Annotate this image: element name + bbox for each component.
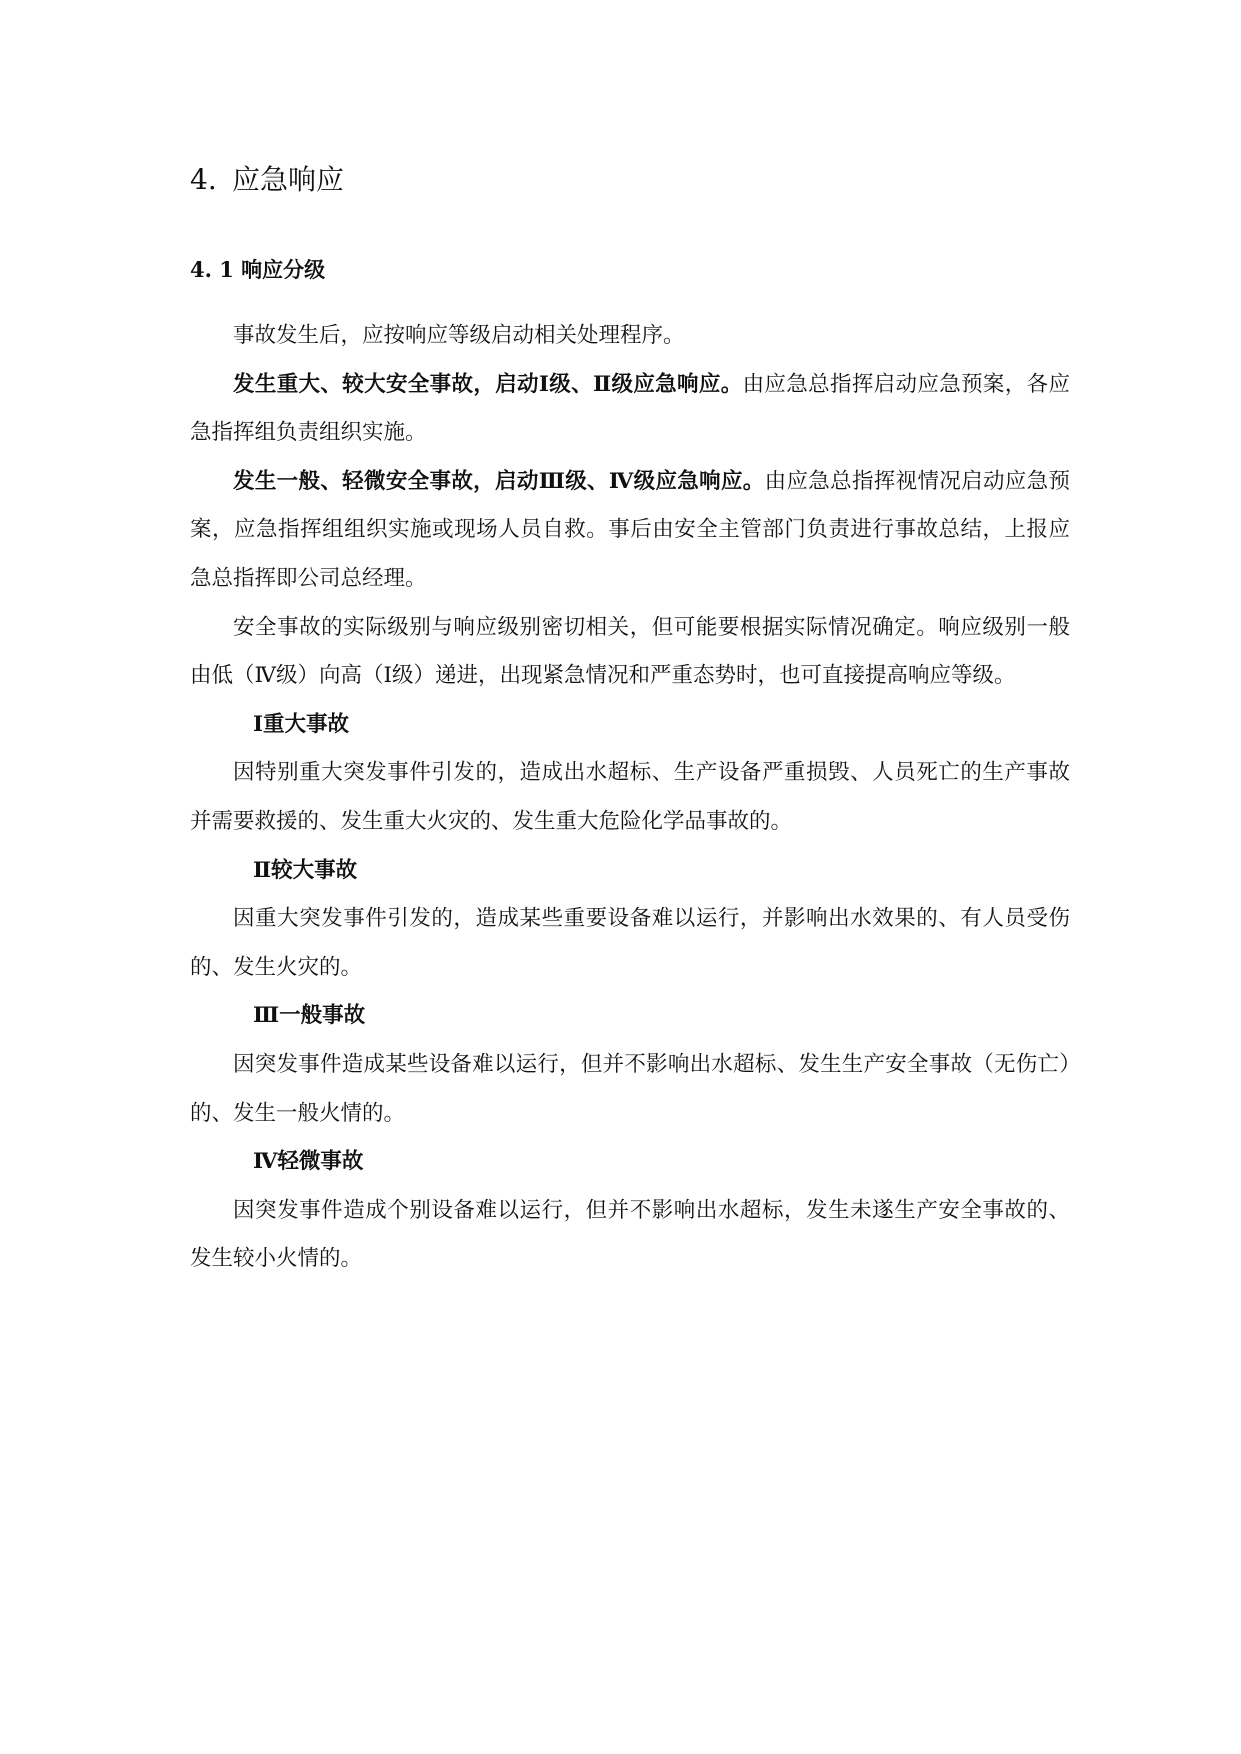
level-1-title: Ⅰ重大事故: [253, 711, 350, 737]
minor-response-emphasis: 发生一般、轻微安全事故，启动Ⅲ级、Ⅳ级应急响应。: [233, 468, 765, 494]
level-4-description: 因突发事件造成个别设备难以运行，但并不影响出水超标，发生未遂生产安全事故的、发生较小火情的。: [190, 1197, 1070, 1272]
level-3-description: 因突发事件造成某些设备难以运行，但并不影响出水超标、发生生产安全事故（无伤亡）的、发生一般火情的。: [190, 1051, 1070, 1126]
major-response-text: 由应急总指挥启动应急预案，各应急指挥组负责组织实施。: [190, 371, 1070, 446]
level-2-title: Ⅱ较大事故: [253, 857, 358, 883]
major-response-emphasis: 发生重大、较大安全事故，启动Ⅰ级、Ⅱ级应急响应。: [233, 371, 743, 397]
section-body: [190, 312, 1070, 1284]
subsection-heading: 4. 1 响应分级: [190, 257, 326, 282]
paragraph-intro: 事故发生后，应按响应等级启动相关处理程序。: [233, 323, 685, 348]
level-4-title: Ⅳ轻微事故: [253, 1149, 364, 1175]
section-heading: [190, 160, 344, 200]
level-1-description: 因特别重大突发事件引发的，造成出水超标、生产设备严重损毁、人员死亡的生产事故并需要救援的、发生重大火灾的、发生重大危险化学品事故的。: [190, 760, 1070, 834]
minor-response-text: 由应急总指挥视情况启动应急预案，应急指挥组组织实施或现场人员自救。事后由安全主管部门负责进行事故总结，上报应急总指挥即公司总经理。: [190, 468, 1070, 591]
paragraph-minor-response: [190, 458, 1070, 604]
paragraph-level-relation: 安全事故的实际级别与响应级别密切相关，但可能要根据实际情况确定。响应级别一般由低（Ⅳ级）向高（Ⅰ级）递进，出现紧急情况和严重态势时，也可直接提高响应等级。: [190, 614, 1070, 689]
level-2-description: 因重大突发事件引发的，造成某些重要设备难以运行，并影响出水效果的、有人员受伤的、发生火灾的。: [190, 906, 1070, 980]
level-3-title: Ⅲ一般事故: [253, 1003, 366, 1029]
paragraph-major-response: [190, 361, 1070, 458]
section-title: 应急响应: [232, 163, 345, 196]
section-number: 4.: [190, 163, 217, 196]
